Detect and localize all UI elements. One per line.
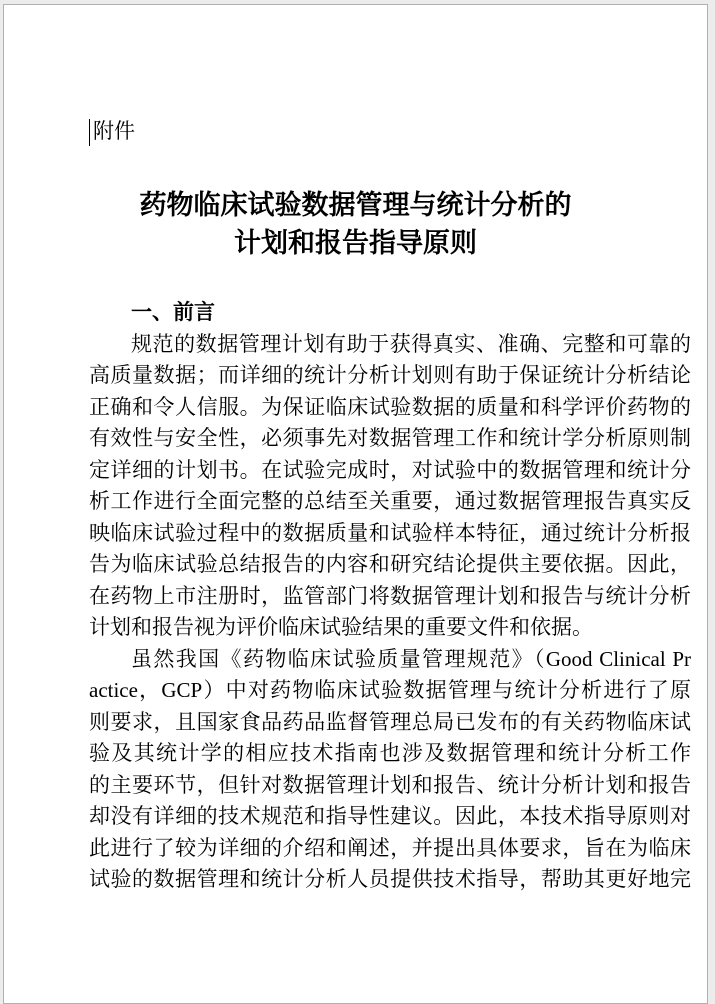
body-line: 在药物上市注册时，监管部门将数据管理计划和报告与统计分析 (89, 583, 691, 608)
body-line: 此进行了较为详细的介绍和阐述，并提出具体要求，旨在为临床 (89, 835, 691, 860)
section-heading: 一、前言 (131, 301, 215, 324)
body-line: actice，GCP）中对药物临床试验数据管理与统计分析进行了原 (89, 678, 691, 702)
body-text (89, 297, 691, 896)
body-line: 计划和报告视为评价临床试验结果的重要文件和依据。 (89, 615, 593, 639)
body-line: 却没有详细的技术规范和指导性建议。因此，本技术指导原则对 (89, 804, 691, 828)
document-title (4, 186, 707, 262)
body-line: 定详细的计划书。在试验完成时，对试验中的数据管理和统计分 (89, 457, 691, 482)
body-line: 析工作进行全面完整的总结至关重要，通过数据管理报告真实反 (89, 489, 691, 513)
body-line: 正确和令人信服。为保证临床试验数据的质量和科学评价药物的 (89, 394, 691, 419)
body-line: 虽然我国《药物临床试验质量管理规范》（Good Clinical Pr (131, 646, 691, 671)
text-cursor (89, 119, 90, 146)
document-title-line2: 计划和报告指导原则 (234, 228, 477, 258)
body-line: 则要求，且国家食品药品监督管理总局已发布的有关药物临床试 (89, 709, 691, 734)
body-line: 映临床试验过程中的数据质量和试验样本特征，通过统计分析报 (89, 520, 691, 545)
body-line: 高质量数据；而详细的统计分析计划则有助于保证统计分析结论 (89, 363, 691, 387)
body-line: 规范的数据管理计划有助于获得真实、准确、完整和可靠的 (131, 331, 691, 356)
document-page[interactable] (3, 4, 708, 1004)
body-line: 的主要环节，但针对数据管理计划和报告、统计分析计划和报告 (89, 772, 691, 797)
body-line: 验及其统计学的相应技术指南也涉及数据管理和统计分析工作 (89, 741, 691, 765)
attachment-label: 附件 (93, 119, 135, 143)
document-title-line1: 药物临床试验数据管理与统计分析的 (139, 190, 572, 220)
body-line: 试验的数据管理和统计分析人员提供技术指导，帮助其更好地完 (89, 867, 691, 891)
body-line: 告为临床试验总结报告的内容和研究结论提供主要依据。因此， (89, 552, 691, 576)
body-line: 有效性与安全性，必须事先对数据管理工作和统计学分析原则制 (89, 426, 691, 450)
